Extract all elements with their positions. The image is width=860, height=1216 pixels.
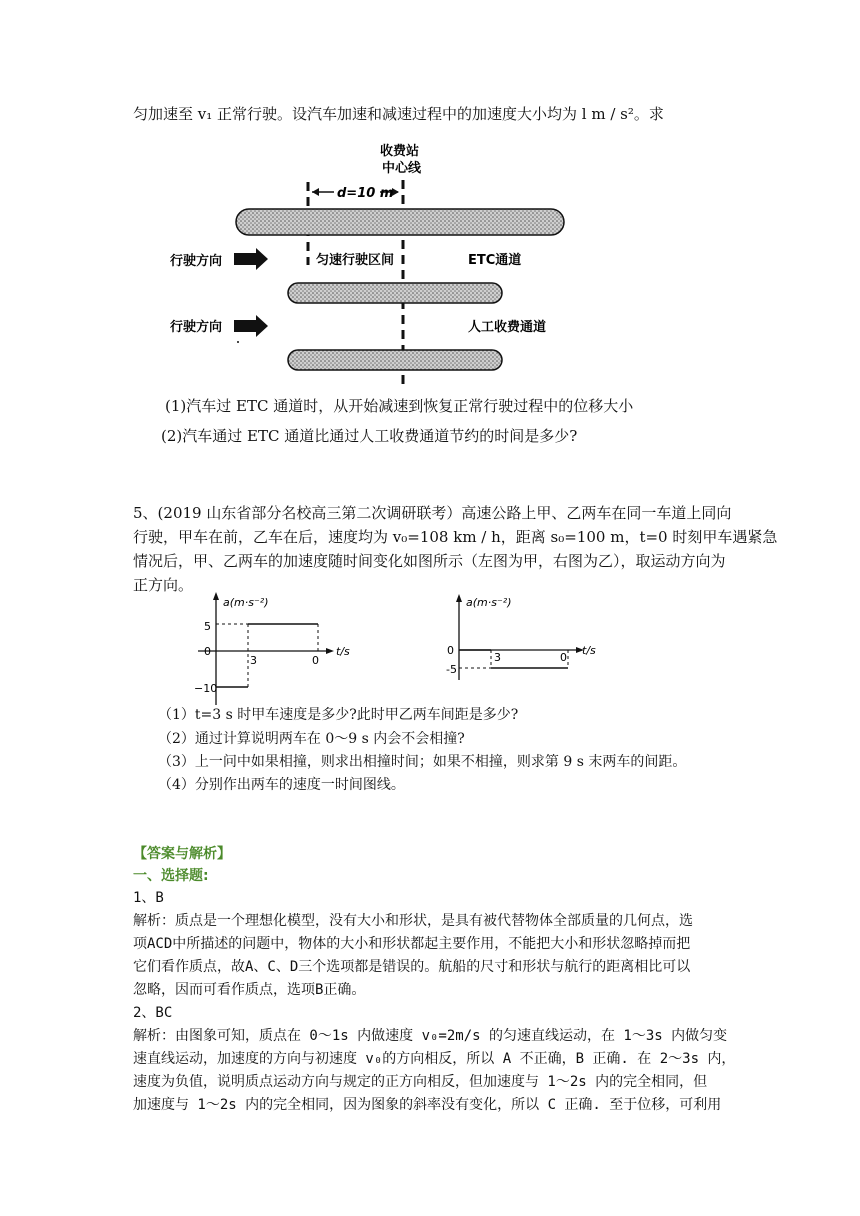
intro-text: 匀加速至 v₁ 正常行驶。设汽车加速和减速过程中的加速度大小均为 l m / s²。求 [133,105,664,123]
graph-right-xlabel: t/s [582,644,596,657]
graph-right-tick-3: 3 [494,651,501,664]
answer-2-line2: 速直线运动，加速度的方向与初速度 v₀的方向相反，所以 A 不正确，B 正确. 在 2～3s 内， [133,1051,736,1067]
island-bottom [288,350,502,370]
graph-left-tick-9: 0 [312,654,319,667]
answer-2-line1: 解析：由图象可知，质点在 0～1s 内做速度 v₀=2m/s 的匀速直线运动，在 1～3s 内做匀变 [133,1028,728,1044]
etc-lane-label: ETC通道 [468,253,522,268]
center-label-1: 收费站 [380,144,420,159]
q5-line4: 正方向。 [133,576,194,594]
graph-left [194,592,350,705]
answer-1-line4: 忽略，因而可看作质点，选项B正确。 [133,982,366,998]
q5-line1: 5、(2019 山东省部分名校高三第二次调研联考）高速公路上甲、乙两车在同一车道上同向 [133,504,732,522]
q5-sub3: （3）上一问中如果相撞，则求出相撞时间；如果不相撞，则求第 9 s 末两车的间距。 [158,754,687,770]
island-middle [288,283,502,303]
q4-sub1: (1)汽车过 ETC 通道时，从开始减速到恢复正常行驶过程中的位移大小 [165,397,634,415]
uniform-zone-label: 匀速行驶区间 [316,253,395,268]
q5-sub1: （1）t=3 s 时甲车速度是多少?此时甲乙两车间距是多少? [158,707,519,723]
manual-lane-label: 人工收费通道 [468,320,547,335]
direction-arrow-1-icon [234,248,268,270]
answer-1-line1: 解析：质点是一个理想化模型，没有大小和形状，是具有被代替物体全部质量的几何点，选 [133,913,693,929]
graph-left-tick-m10: −10 [194,682,218,695]
answers-section: 一、选择题: [133,868,209,884]
q5-sub4: （4）分别作出两车的速度一时间图线。 [158,777,405,793]
direction-arrow-2-icon [234,315,268,337]
graph-right-tick-0: 0 [447,644,454,657]
graph-left-ylabel: a(m·s⁻²) [223,596,269,609]
graph-right-tick-m5: -5 [446,663,457,676]
graph-right [446,594,596,680]
q5-line3: 情况后，甲、乙两车的加速度随时间变化如图所示（左图为甲，右图为乙），取运动方向为 [133,552,726,570]
answer-1-title: 1、B [133,890,164,906]
answer-1-line3: 它们看作质点，故A、C、D三个选项都是错误的。航船的尺寸和形状与航行的距离相比可以 [133,959,691,975]
graph-left-tick-3: 3 [250,654,257,667]
answer-2-title: 2、BC [133,1005,173,1021]
graph-left-xlabel: t/s [336,645,350,658]
answer-2-line4: 加速度与 1～2s 内的完全相同，因为图象的斜率没有变化，所以 C 正确. 至于位移，可利用 [133,1097,722,1113]
q4-sub2: (2)汽车通过 ETC 通道比通过人工收费通道节约的时间是多少? [161,427,578,445]
graph-left-tick-5: 5 [204,620,211,633]
answer-2-line3: 速度为负值，说明质点运动方向与规定的正方向相反，但加速度与 1～2s 内的完全相同，但 [133,1074,708,1090]
graph-left-tick-0: 0 [204,645,211,658]
answer-1-line2: 项ACD中所描述的问题中，物体的大小和形状都起主要作用，不能把大小和形状忽略掉而把 [133,936,691,952]
direction-label-2: 行驶方向 [170,320,223,335]
distance-label: d=10 m [337,186,394,201]
center-label-2: 中心线 [382,161,422,176]
graph-right-ylabel: a(m·s⁻²) [466,596,512,609]
q5-sub2: （2）通过计算说明两车在 0～9 s 内会不会相撞? [158,731,465,747]
q5-line2: 行驶，甲车在前，乙车在后，速度均为 v₀=108 km / h，距离 s₀=100 m，t=0 时刻甲车遇紧急 [133,528,778,546]
island-top [236,209,564,235]
graph-right-tick-9: 0 [560,651,567,664]
answers-header: 【答案与解析】 [133,846,231,862]
direction-label-1: 行驶方向 [170,254,223,269]
